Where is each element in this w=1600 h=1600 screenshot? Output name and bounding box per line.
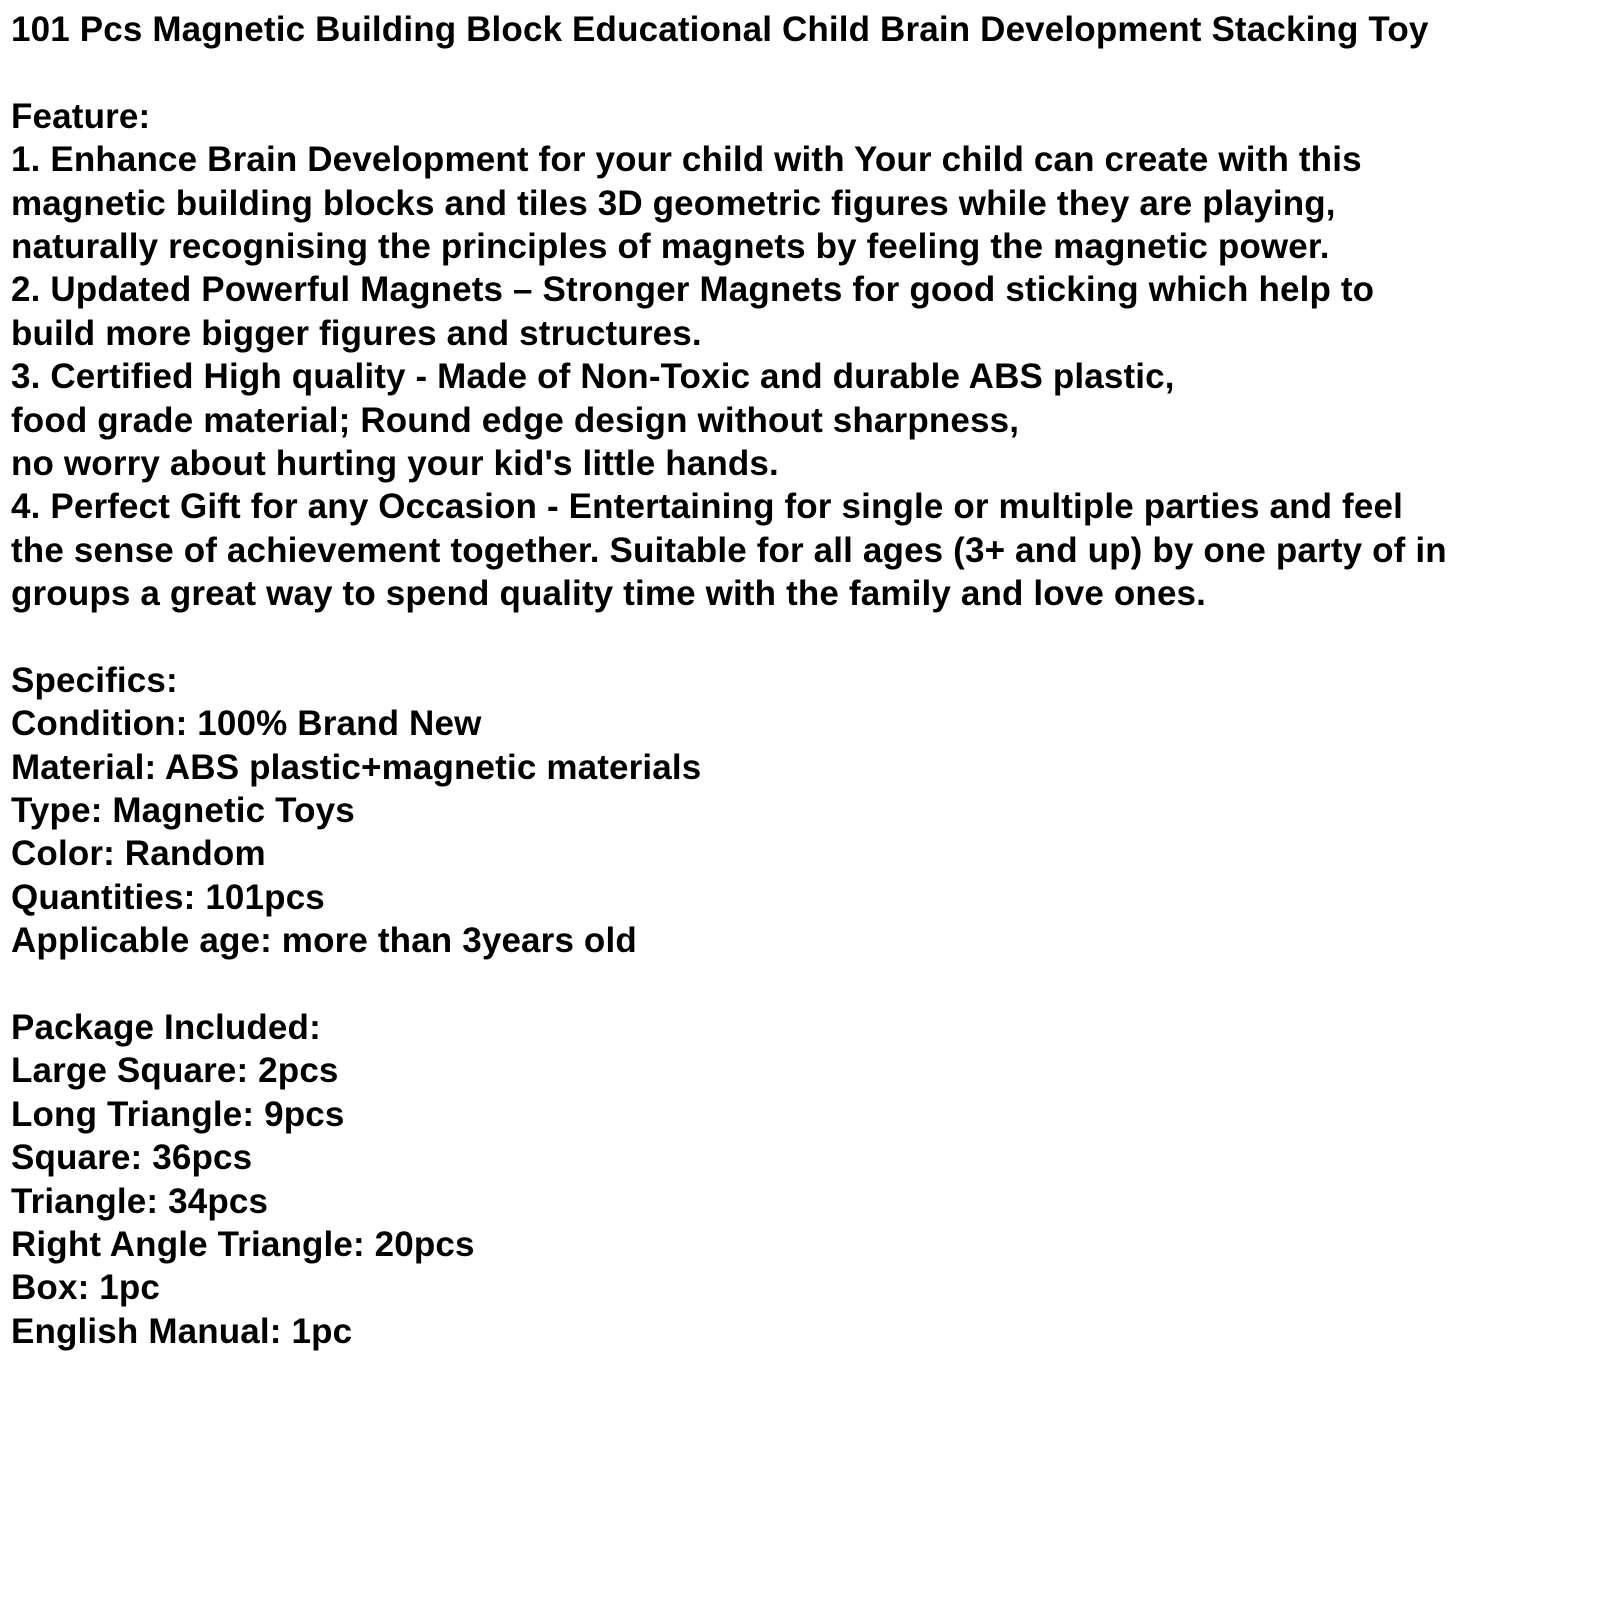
- package-line: English Manual: 1pc: [11, 1311, 353, 1351]
- feature-line: 3. Certified High quality - Made of Non-Toxic and durable ABS plastic,: [11, 357, 1175, 397]
- spec-line: Material: ABS plastic+magnetic materials: [11, 747, 702, 787]
- feature-line: magnetic building blocks and tiles 3D geometric figures while they are playing,: [11, 183, 1336, 223]
- spacer: [11, 51, 1596, 94]
- spec-line: Quantities: 101pcs: [11, 877, 325, 917]
- spacer: [11, 963, 1596, 1006]
- feature-line: naturally recognising the principles of magnets by feeling the magnetic power.: [11, 226, 1330, 266]
- package-line: Right Angle Triangle: 20pcs: [11, 1224, 475, 1264]
- spec-line: Type: Magnetic Toys: [11, 791, 355, 831]
- spec-line: Color: Random: [11, 834, 266, 874]
- product-title: 101 Pcs Magnetic Building Block Educational Child Brain Development Stacking Toy: [11, 10, 1429, 49]
- package-line: Long Triangle: 9pcs: [11, 1094, 345, 1134]
- feature-line: 4. Perfect Gift for any Occasion - Entertaining for single or multiple parties and feel: [11, 487, 1403, 527]
- package-line: Box: 1pc: [11, 1268, 161, 1308]
- spacer: [11, 615, 1596, 658]
- product-description: [11, 8, 1596, 1353]
- feature-line: food grade material; Round edge design without sharpness,: [11, 400, 1020, 440]
- feature-line: 1. Enhance Brain Development for your child with Your child can create with this: [11, 140, 1362, 180]
- feature-line: the sense of achievement together. Suitable for all ages (3+ and up) by one party of in: [11, 530, 1447, 570]
- package-line: Triangle: 34pcs: [11, 1181, 269, 1221]
- feature-line: build more bigger figures and structures.: [11, 313, 702, 353]
- feature-heading: Feature:: [11, 96, 151, 136]
- feature-line: no worry about hurting your kid's little hands.: [11, 443, 779, 483]
- feature-line: groups a great way to spend quality time with the family and love ones.: [11, 574, 1207, 614]
- package-line: Large Square: 2pcs: [11, 1051, 339, 1091]
- feature-line: 2. Updated Powerful Magnets – Stronger Magnets for good sticking which help to: [11, 270, 1375, 310]
- spec-line: Condition: 100% Brand New: [11, 704, 482, 744]
- specifics-heading: Specifics:: [11, 660, 178, 700]
- spec-line: Applicable age: more than 3years old: [11, 921, 637, 961]
- package-heading: Package Included:: [11, 1007, 321, 1047]
- package-line: Square: 36pcs: [11, 1138, 253, 1178]
